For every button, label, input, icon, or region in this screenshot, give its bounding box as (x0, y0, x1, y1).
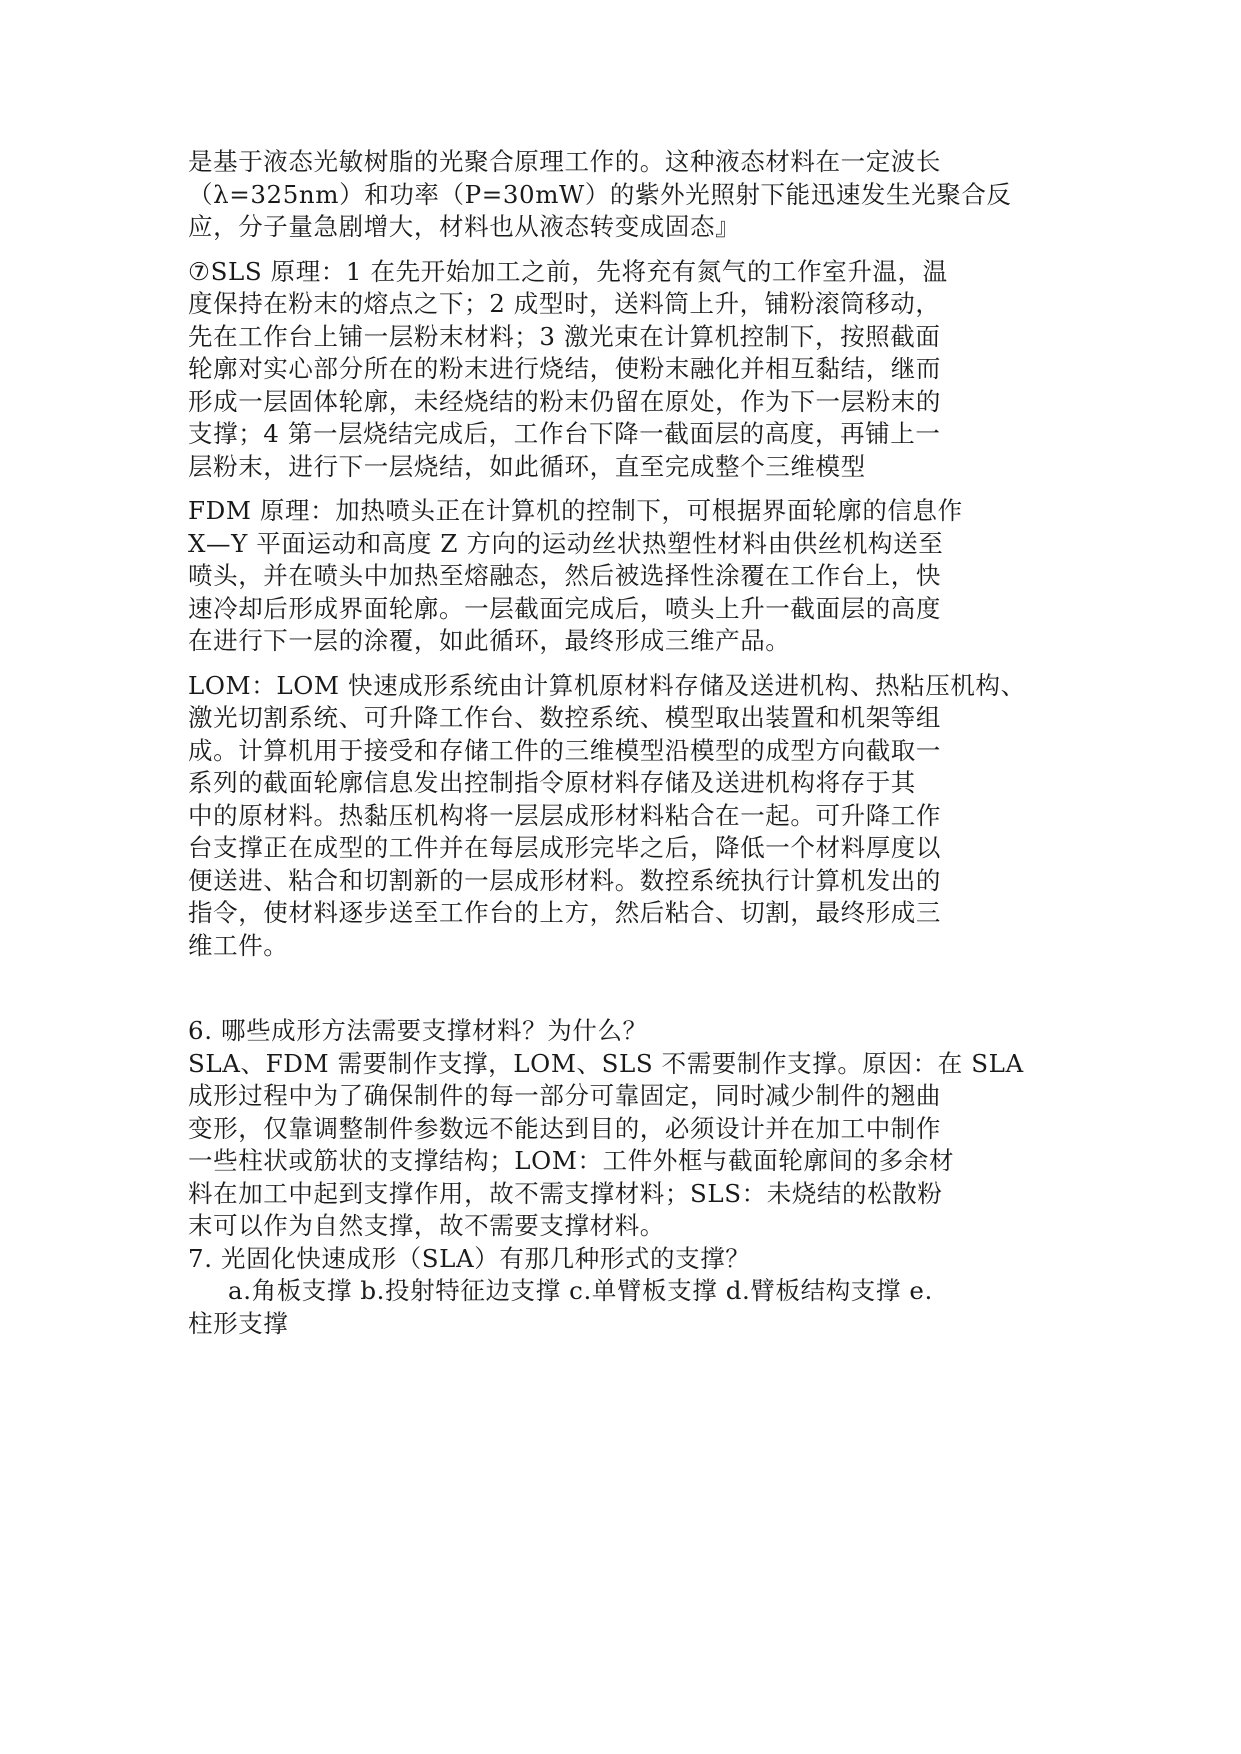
text-line: 成。计算机用于接受和存储工件的三维模型沿模型的成型方向截取一 (188, 735, 941, 765)
sls-principle-paragraph (188, 256, 1058, 484)
text-line: ⑦SLS 原理：1 在先开始加工之前，先将充有氮气的工作室升温，温 (188, 256, 948, 286)
text-line: 轮廓对实心部分所在的粉末进行烧结，使粉末融化并相互黏结，继而 (188, 354, 941, 383)
text-line: 指令，使材料逐步送至工作台的上方，然后粘合、切割，最终形成三 (188, 898, 941, 927)
text-line: 激光切割系统、可升降工作台、数控系统、模型取出装置和机架等组 (188, 703, 941, 732)
text-line: 应，分子量急剧增大，材料也从液态转变成固态』 (188, 212, 741, 241)
text-line: 成形过程中为了确保制件的每一部分可靠固定，同时减少制件的翘曲 (188, 1081, 941, 1110)
question-6-heading: 6. 哪些成形方法需要支撑材料？为什么？ (188, 1016, 648, 1045)
text-line: 中的原材料。热黏压机构将一层层成形材料粘合在一起。可升降工作 (188, 800, 941, 830)
text-line: X—Y 平面运动和高度 Z 方向的运动丝状热塑性材料由供丝机构送至 (188, 528, 944, 558)
text-line: 变形，仅靠调整制件参数远不能达到目的，必须设计并在加工中制作 (188, 1113, 941, 1143)
section-gap (188, 974, 1058, 1015)
text-line: 先在工作台上铺一层粉末材料；3 激光束在计算机控制下，按照截面 (188, 321, 941, 351)
text-line: SLA、FDM 需要制作支撑，LOM、SLS 不需要制作支撑。原因：在 SLA (188, 1048, 1024, 1078)
text-line: 末可以作为自然支撑，故不需要支撑材料。 (188, 1211, 665, 1240)
text-line: FDM 原理：加热喷头正在计算机的控制下，可根据界面轮廓的信息作 (188, 496, 963, 525)
text-line: 系列的截面轮廓信息发出控制指令原材料存储及送进机构将存于其 (188, 768, 916, 797)
sla-principle-paragraph (188, 146, 1058, 244)
text-line: LOM：LOM 快速成形系统由计算机原材料存储及送进机构、热粘压机构、 (188, 670, 1026, 700)
text-line: 是基于液态光敏树脂的光聚合原理工作的。这种液态材料在一定波长 (188, 147, 941, 176)
text-line: 台支撑正在成型的工件并在每层成形完毕之后，降低一个材料厚度以 (188, 833, 941, 862)
text-line: 维工件。 (188, 930, 289, 960)
question-7-heading: 7. 光固化快速成形（SLA）有那几种形式的支撑？ (188, 1243, 751, 1273)
text-line: 速冷却后形成界面轮廓。一层截面完成后，喷头上升一截面层的高度 (188, 593, 941, 623)
text-line: 便送进、粘合和切割新的一层成形材料。数控系统执行计算机发出的 (188, 865, 941, 895)
question-6-block (188, 1015, 1058, 1243)
text-line: 料在加工中起到支撑作用，故不需支撑材料；SLS：未烧结的松散粉 (188, 1178, 943, 1208)
text-line: 一些柱状或筋状的支撑结构；LOM：工件外框与截面轮廓间的多余材 (188, 1146, 955, 1175)
fdm-principle-paragraph (188, 495, 1058, 658)
text-line: 柱形支撑 (188, 1308, 289, 1338)
question-7-block (188, 1243, 1058, 1341)
text-line: 喷头，并在喷头中加热至熔融态，然后被选择性涂覆在工作台上，快 (188, 561, 941, 590)
document-page (188, 146, 1058, 1340)
text-line: （λ=325nm）和功率（P=30mW）的紫外光照射下能迅速发生光聚合反 (188, 179, 1012, 209)
text-line: 在进行下一层的涂覆，如此循环，最终形成三维产品。 (188, 626, 791, 655)
lom-principle-paragraph (188, 670, 1058, 963)
text-line: 形成一层固体轮廓，未经烧结的粉末仍留在原处，作为下一层粉末的 (188, 386, 941, 416)
text-line: 支撑；4 第一层烧结完成后，工作台下降一截面层的高度，再铺上一 (188, 419, 941, 448)
text-line: 度保持在粉末的熔点之下；2 成型时，送料筒上升，铺粉滚筒移动， (188, 289, 941, 318)
text-line: 层粉末，进行下一层烧结，如此循环，直至完成整个三维模型 (188, 451, 866, 481)
text-line: a.角板支撑 b.投射特征边支撑 c.单臂板支撑 d.臂板结构支撑 e. (228, 1276, 933, 1305)
